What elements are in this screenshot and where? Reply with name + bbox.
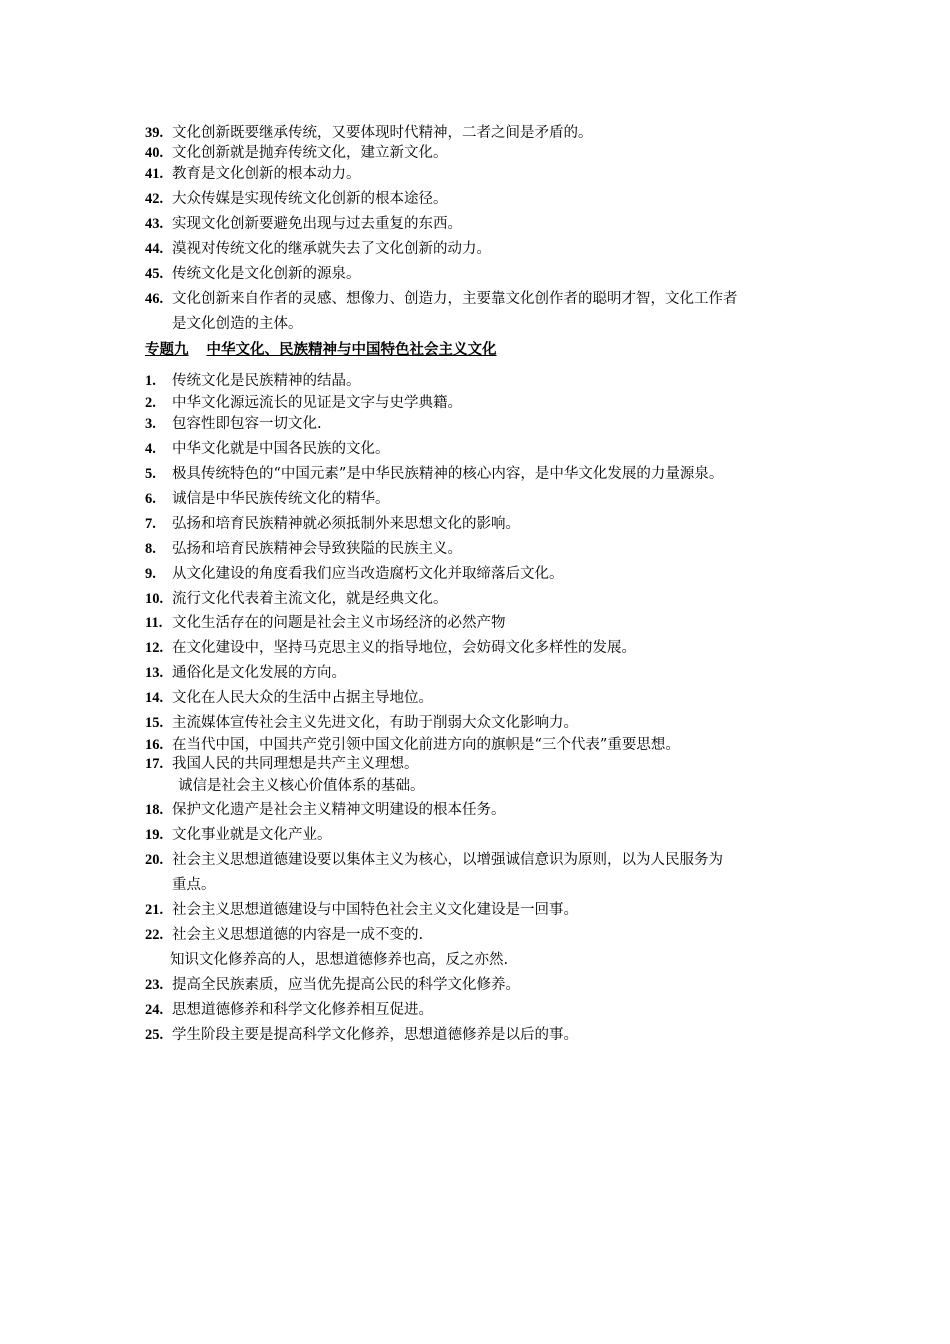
list-item bbox=[145, 713, 578, 733]
item-text: 弘扬和培育民族精神会导致狭隘的民族主义。 bbox=[172, 541, 462, 557]
item-text: 文化创新来自作者的灵感、想像力、创造力，主要靠文化创作者的聪明才智，文化工作者 bbox=[172, 291, 738, 307]
item-text: 知识文化修养高的人，思想道德修养也高，反之亦然. bbox=[170, 952, 509, 968]
item-number: 9. bbox=[145, 566, 156, 582]
list-item bbox=[145, 464, 723, 484]
item-number: 3. bbox=[145, 416, 156, 432]
item-text: 提高全民族素质，应当优先提高公民的科学文化修养。 bbox=[172, 977, 520, 993]
list-item bbox=[145, 143, 448, 163]
item-number: 17. bbox=[145, 756, 164, 772]
item-number: 11. bbox=[145, 615, 163, 631]
item-text: 保护文化遗产是社会主义精神文明建设的根本任务。 bbox=[172, 802, 506, 818]
item-number: 12. bbox=[145, 640, 164, 656]
item-text: 我国人民的共同理想是共产主义理想。 bbox=[172, 756, 419, 772]
item-text: 社会主义思想道德建设要以集体主义为核心，以增强诚信意识为原则，以为人民服务为 bbox=[172, 852, 723, 868]
list-item bbox=[145, 735, 680, 755]
list-item bbox=[145, 393, 462, 413]
list-item bbox=[145, 900, 578, 920]
item-number: 15. bbox=[145, 715, 164, 731]
item-text: 漠视对传统文化的继承就失去了文化创新的动力。 bbox=[172, 241, 491, 257]
item-number: 44. bbox=[145, 241, 164, 257]
list-item bbox=[145, 489, 390, 509]
item-text: 弘扬和培育民族精神就必须抵制外来思想文化的影响。 bbox=[172, 516, 520, 532]
list-item bbox=[145, 688, 433, 708]
item-text: 文化生活存在的问题是社会主义市场经济的必然产物 bbox=[172, 615, 506, 631]
item-number: 18. bbox=[145, 802, 164, 818]
item-number: 46. bbox=[145, 291, 164, 307]
item-text: 在文化建设中，坚持马克思主义的指导地位，会妨碍文化多样性的发展。 bbox=[172, 640, 636, 656]
item-text: 文化在人民大众的生活中占据主导地位。 bbox=[172, 690, 433, 706]
item-text: 文化创新既要继承传统，又要体现时代精神，二者之间是矛盾的。 bbox=[172, 125, 593, 141]
item-text: 社会主义思想道德的内容是一成不变的. bbox=[172, 927, 424, 943]
list-item bbox=[145, 371, 361, 391]
item-text: 学生阶段主要是提高科学文化修养，思想道德修养是以后的事。 bbox=[172, 1027, 578, 1043]
list-item bbox=[145, 439, 390, 459]
list-item bbox=[145, 189, 448, 209]
item-text: 教育是文化创新的根本动力。 bbox=[172, 166, 361, 182]
list-item bbox=[145, 638, 636, 658]
list-item bbox=[145, 164, 361, 184]
item-number: 23. bbox=[145, 977, 164, 993]
item-number: 16. bbox=[145, 737, 164, 753]
list-item bbox=[145, 613, 506, 633]
list-item bbox=[145, 825, 332, 845]
item-number: 19. bbox=[145, 827, 164, 843]
list-item bbox=[145, 1025, 578, 1045]
item-text: 中华文化就是中国各民族的文化。 bbox=[172, 441, 390, 457]
item-number: 10. bbox=[145, 591, 164, 607]
list-item bbox=[145, 975, 520, 995]
item-number: 40. bbox=[145, 145, 164, 161]
item-text: 诚信是社会主义核心价值体系的基础。 bbox=[178, 778, 425, 794]
list-item-continuation: 重点。 bbox=[172, 877, 216, 893]
list-item bbox=[145, 589, 448, 609]
list-item bbox=[145, 289, 738, 309]
list-item bbox=[145, 414, 322, 434]
item-number: 6. bbox=[145, 491, 156, 507]
item-number: 8. bbox=[145, 541, 156, 557]
item-text: 极具传统特色的“中国元素”是中华民族精神的核心内容，是中华文化发展的力量源泉。 bbox=[172, 466, 724, 482]
list-item bbox=[145, 214, 462, 234]
list-item bbox=[145, 925, 423, 945]
item-number: 2. bbox=[145, 395, 156, 411]
list-item-unnumbered bbox=[178, 776, 425, 796]
item-text: 从文化建设的角度看我们应当改造腐朽文化并取缔落后文化。 bbox=[172, 566, 564, 582]
item-number: 25. bbox=[145, 1027, 164, 1043]
list-item bbox=[145, 754, 419, 774]
item-number: 41. bbox=[145, 166, 164, 182]
list-item bbox=[145, 850, 723, 870]
item-text: 传统文化是民族精神的结晶。 bbox=[172, 373, 361, 389]
list-item bbox=[145, 539, 462, 559]
item-number: 4. bbox=[145, 441, 156, 457]
list-item bbox=[145, 564, 564, 584]
item-text: 社会主义思想道德建设与中国特色社会主义文化建设是一回事。 bbox=[172, 902, 578, 918]
item-text: 思想道德修养和科学文化修养相互促进。 bbox=[172, 1002, 433, 1018]
list-item-continuation: 是文化创造的主体。 bbox=[172, 316, 303, 332]
item-number: 7. bbox=[145, 516, 156, 532]
section-heading bbox=[145, 340, 497, 360]
list-item bbox=[145, 1000, 433, 1020]
list-item bbox=[145, 264, 361, 284]
item-number: 1. bbox=[145, 373, 156, 389]
list-item-unnumbered bbox=[170, 950, 508, 970]
item-number: 14. bbox=[145, 690, 164, 706]
item-number: 45. bbox=[145, 266, 164, 282]
item-text: 通俗化是文化发展的方向。 bbox=[172, 665, 346, 681]
section-title: 中华文化、民族精神与中国特色社会主义文化 bbox=[206, 341, 497, 358]
list-item bbox=[145, 239, 491, 259]
item-text: 传统文化是文化创新的源泉。 bbox=[172, 266, 361, 282]
item-number: 42. bbox=[145, 191, 164, 207]
item-number: 20. bbox=[145, 852, 164, 868]
item-text: 流行文化代表着主流文化，就是经典文化。 bbox=[172, 591, 448, 607]
item-text: 文化事业就是文化产业。 bbox=[172, 827, 332, 843]
item-text: 包容性即包容一切文化. bbox=[172, 416, 322, 432]
item-number: 5. bbox=[145, 466, 156, 482]
item-text: 在当代中国，中国共产党引领中国文化前进方向的旗帜是“三个代表”重要思想。 bbox=[172, 737, 680, 753]
list-item bbox=[145, 514, 520, 534]
item-number: 39. bbox=[145, 125, 164, 141]
item-number: 13. bbox=[145, 665, 164, 681]
item-text: 中华文化源远流长的见证是文字与史学典籍。 bbox=[172, 395, 462, 411]
item-text: 实现文化创新要避免出现与过去重复的东西。 bbox=[172, 216, 462, 232]
item-text: 诚信是中华民族传统文化的精华。 bbox=[172, 491, 390, 507]
section-label: 专题九 bbox=[145, 341, 189, 358]
item-number: 21. bbox=[145, 902, 164, 918]
item-number: 24. bbox=[145, 1002, 164, 1018]
item-text: 大众传媒是实现传统文化创新的根本途径。 bbox=[172, 191, 448, 207]
item-number: 22. bbox=[145, 927, 164, 943]
list-item bbox=[145, 800, 506, 820]
item-text: 主流媒体宣传社会主义先进文化，有助于削弱大众文化影响力。 bbox=[172, 715, 578, 731]
list-item bbox=[145, 123, 593, 143]
item-number: 43. bbox=[145, 216, 164, 232]
item-text: 文化创新就是抛弃传统文化，建立新文化。 bbox=[172, 145, 448, 161]
list-item bbox=[145, 663, 346, 683]
